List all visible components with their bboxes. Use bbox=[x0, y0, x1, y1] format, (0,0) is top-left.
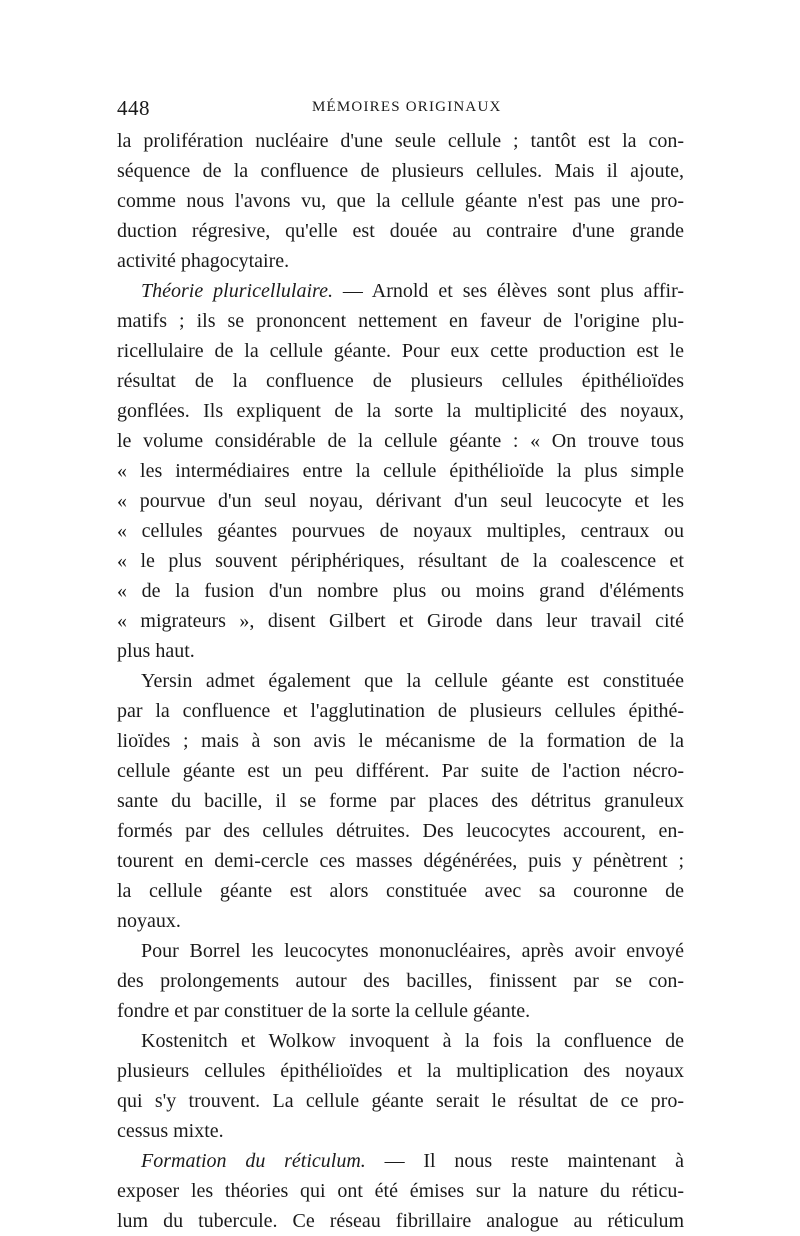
text-line bbox=[117, 876, 684, 906]
text-line bbox=[117, 156, 684, 186]
text-line bbox=[117, 576, 684, 606]
line-text: « pourvue d'un seul noyau, dérivant d'un seul leucocyte et les bbox=[117, 490, 684, 512]
running-title: MÉMOIRES ORIGINAUX bbox=[312, 99, 502, 115]
line-text: gonflées. Ils expliquent de la sorte la multiplicité des noyaux, bbox=[117, 400, 684, 422]
line-text: activité phagocytaire. bbox=[117, 250, 290, 272]
line-text: fondre et par constituer de la sorte la cellule géante. bbox=[117, 1000, 531, 1022]
text-line bbox=[117, 276, 684, 306]
line-text: duction régresive, qu'elle est douée au contraire d'une grande bbox=[117, 220, 684, 242]
text-line bbox=[117, 756, 684, 786]
text-line bbox=[117, 1176, 684, 1206]
text-line bbox=[117, 936, 684, 966]
line-text: ricellulaire de la cellule géante. Pour eux cette production est le bbox=[117, 340, 684, 362]
text-line bbox=[117, 1146, 684, 1176]
text-line bbox=[117, 396, 684, 426]
text-line bbox=[117, 606, 684, 636]
line-text: Pour Borrel les leucocytes mononucléaires, après avoir envoyé bbox=[141, 940, 684, 962]
line-text: « de la fusion d'un nombre plus ou moins grand d'éléments bbox=[117, 580, 684, 602]
line-text: « migrateurs », disent Gilbert et Girode dans leur travail cité bbox=[117, 610, 684, 632]
text-line bbox=[117, 306, 684, 336]
line-text: exposer les théories qui ont été émises sur la nature du réticu- bbox=[117, 1180, 684, 1202]
text-line bbox=[117, 186, 684, 216]
text-line bbox=[117, 636, 684, 666]
line-text: plus haut. bbox=[117, 640, 195, 662]
line-text: plusieurs cellules épithélioïdes et la multiplication des noyaux bbox=[117, 1060, 684, 1082]
text-line bbox=[117, 816, 684, 846]
line-text: résultat de la confluence de plusieurs cellules épithélioïdes bbox=[117, 370, 684, 392]
line-text: le volume considérable de la cellule géante : « On trouve tous bbox=[117, 430, 684, 452]
text-line bbox=[117, 846, 684, 876]
text-line bbox=[117, 456, 684, 486]
text-line bbox=[117, 366, 684, 396]
text-line bbox=[117, 996, 684, 1026]
body-text bbox=[117, 126, 684, 1236]
text-line bbox=[117, 216, 684, 246]
line-text: tourent en demi-cercle ces masses dégénérées, puis y pénètrent ; bbox=[117, 850, 684, 872]
line-text: qui s'y trouvent. La cellule géante serait le résultat de ce pro- bbox=[117, 1090, 684, 1112]
line-text: « le plus souvent périphériques, résultant de la coalescence et bbox=[117, 550, 684, 572]
line-text: — Arnold et ses élèves sont plus affir- bbox=[332, 280, 684, 302]
line-text: Yersin admet également que la cellule géante est constituée bbox=[141, 670, 684, 692]
text-line bbox=[117, 906, 684, 936]
text-line bbox=[117, 726, 684, 756]
line-text: la cellule géante est alors constituée avec sa couronne de bbox=[117, 880, 684, 902]
page-header bbox=[117, 96, 684, 120]
text-line bbox=[117, 486, 684, 516]
line-text: lum du tubercule. Ce réseau fibrillaire analogue au réticulum bbox=[117, 1210, 684, 1232]
line-text: noyaux. bbox=[117, 910, 181, 932]
text-line bbox=[117, 336, 684, 366]
page-number: 448 bbox=[117, 96, 150, 120]
text-line bbox=[117, 1116, 684, 1146]
line-text: cellule géante est un peu différent. Par suite de l'action nécro- bbox=[117, 760, 684, 782]
line-text: comme nous l'avons vu, que la cellule géante n'est pas une pro- bbox=[117, 190, 684, 212]
line-text: matifs ; ils se prononcent nettement en faveur de l'origine plu- bbox=[117, 310, 684, 332]
text-line bbox=[117, 246, 684, 276]
line-text: par la confluence et l'agglutination de plusieurs cellules épithé- bbox=[117, 700, 684, 722]
line-text: « cellules géantes pourvues de noyaux multiples, centraux ou bbox=[117, 520, 684, 542]
text-line bbox=[117, 666, 684, 696]
section-heading: Théorie pluricellulaire. bbox=[141, 280, 333, 302]
line-text: la prolifération nucléaire d'une seule cellule ; tantôt est la con- bbox=[117, 130, 684, 152]
text-line bbox=[117, 426, 684, 456]
line-text: cessus mixte. bbox=[117, 1120, 224, 1142]
text-line bbox=[117, 516, 684, 546]
line-text: « les intermédiaires entre la cellule épithélioïde la plus simple bbox=[117, 460, 684, 482]
line-text: formés par des cellules détruites. Des leucocytes accourent, en- bbox=[117, 820, 684, 842]
text-line bbox=[117, 1206, 684, 1236]
text-line bbox=[117, 786, 684, 816]
section-heading: Formation du réticulum. bbox=[141, 1150, 366, 1172]
line-text: sante du bacille, il se forme par places des détritus granuleux bbox=[117, 790, 684, 812]
text-line bbox=[117, 1056, 684, 1086]
text-line bbox=[117, 546, 684, 576]
text-line bbox=[117, 696, 684, 726]
text-line bbox=[117, 1026, 684, 1056]
line-text: — Il nous reste maintenant à bbox=[365, 1150, 684, 1172]
line-text: des prolongements autour des bacilles, finissent par se con- bbox=[117, 970, 684, 992]
text-line bbox=[117, 1086, 684, 1116]
text-line bbox=[117, 966, 684, 996]
line-text: Kostenitch et Wolkow invoquent à la fois la confluence de bbox=[141, 1030, 684, 1052]
text-line bbox=[117, 126, 684, 156]
line-text: lioïdes ; mais à son avis le mécanisme de la formation de la bbox=[117, 730, 684, 752]
line-text: séquence de la confluence de plusieurs cellules. Mais il ajoute, bbox=[117, 160, 684, 182]
